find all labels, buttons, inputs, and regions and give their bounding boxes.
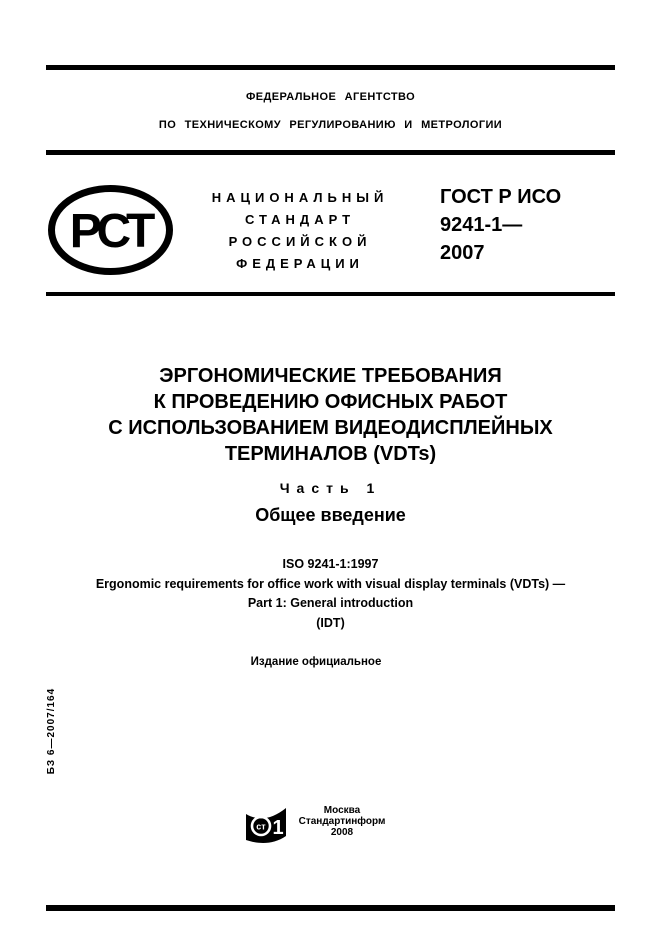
- iso-reference-line: (IDT): [316, 615, 345, 630]
- title-line: С ИСПОЛЬЗОВАНИЕМ ВИДЕОДИСПЛЕЙНЫХ: [108, 417, 553, 439]
- publisher-city: Москва: [323, 805, 361, 816]
- iso-reference-line: Part 1: General introduction: [247, 596, 414, 610]
- standard-type-line: ФЕДЕРАЦИИ: [236, 256, 364, 271]
- designation-line: ГОСТ Р ИСО: [440, 186, 562, 208]
- top-rule: [46, 65, 615, 70]
- publisher-year: 2008: [330, 827, 354, 838]
- document-title: [0, 363, 661, 467]
- bottom-rule: [46, 905, 615, 911]
- part-subtitle: Общее введение: [255, 505, 406, 525]
- part-label: Часть 1: [279, 480, 382, 496]
- agency-name-line1: ФЕДЕРАЛЬНОЕ АГЕНТСТВО: [245, 91, 416, 103]
- header-rule: [46, 292, 615, 296]
- standard-type-line: НАЦИОНАЛЬНЫЙ: [211, 190, 389, 205]
- mid-rule: [46, 150, 615, 155]
- rst-certification-mark-icon: [47, 184, 174, 276]
- standard-type-line: СТАНДАРТ: [244, 212, 356, 227]
- standard-type-line: РОССИЙСКОЙ: [228, 234, 372, 249]
- publisher-block: [282, 805, 402, 838]
- emblem-numeral: 1: [272, 817, 284, 839]
- iso-reference-line: ISO 9241-1:1997: [282, 557, 379, 571]
- publisher-name: Стандартинформ: [298, 816, 386, 827]
- title-line: К ПРОВЕДЕНИЮ ОФИСНЫХ РАБОТ: [153, 391, 508, 413]
- standard-designation: [440, 183, 561, 267]
- official-edition-note: Издание официальное: [250, 656, 382, 668]
- designation-line: 9241-1—: [440, 214, 523, 236]
- standard-type-block: [185, 187, 415, 275]
- designation-line: 2007: [440, 242, 485, 264]
- emblem-circle-letters: ст: [256, 821, 266, 832]
- rst-emblem-letters: РСТ: [69, 205, 152, 258]
- agency-name-line2: ПО ТЕХНИЧЕСКОМУ РЕГУЛИРОВАНИЮ И МЕТРОЛОГИИ: [158, 119, 503, 131]
- iso-reference-block: [0, 555, 661, 633]
- standartinform-emblem-icon: [245, 805, 287, 843]
- bibliographic-index: БЗ 6—2007/164: [46, 687, 57, 775]
- iso-reference-line: Ergonomic requirements for office work with visual display terminals (VDTs) —: [95, 576, 566, 591]
- title-line: ТЕРМИНАЛОВ (VDTs): [224, 443, 437, 465]
- title-line: ЭРГОНОМИЧЕСКИЕ ТРЕБОВАНИЯ: [159, 365, 502, 387]
